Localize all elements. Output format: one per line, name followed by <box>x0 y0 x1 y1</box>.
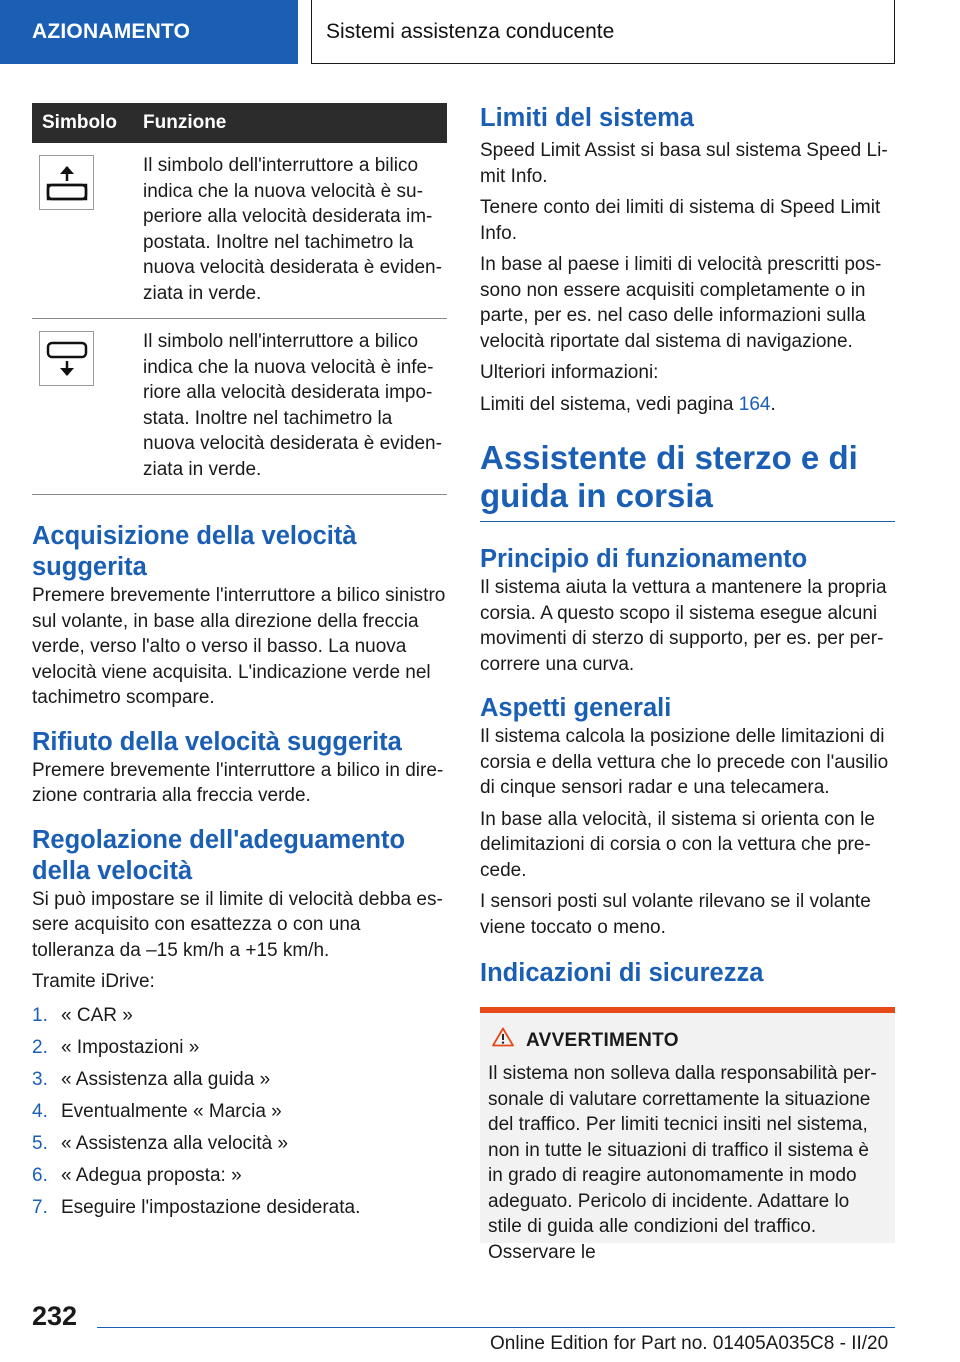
paragraph-idrive: Tramite iDrive: <box>32 971 155 992</box>
paragraph-general-1: Il sistema calcola la posizione delle limitazioni di corsia e della vettura che lo precede con l'ausilio di cinque sensori radar e una telecamera. <box>480 726 889 798</box>
list-item: 7. Eseguire l'impostazione desiderata. <box>32 1196 361 1218</box>
list-item: 1. « CAR » <box>32 1004 133 1026</box>
chapter-title: Sistemi assistenza conducente <box>311 0 895 64</box>
page-link[interactable]: 164 <box>738 393 771 415</box>
footer-divider <box>97 1327 895 1328</box>
warning-text: Il sistema non solleva dalla responsabilità personale di valutare correttamente la situazione del traffico. Per limiti tecnici insiti nel sistema, non in tutte le situazioni di traffico il sistema è in grado di reagire autonomamente in modo adeguato. Pericolo di incidente. Adattare lo stile di guida alle condizioni del traffico. Osservare le <box>488 1063 877 1263</box>
page-number: 232 <box>32 1301 78 1331</box>
paragraph-limits-4: Ulteriori informazioni: <box>480 362 659 383</box>
main-heading-block <box>480 439 895 522</box>
table-row <box>32 319 447 495</box>
symbol-table <box>32 103 447 495</box>
heading-adjust: Regolazione dell'adeguamento della velocità <box>32 825 406 885</box>
heading-main: Assistente di sterzo e di guida in corsia <box>480 439 858 514</box>
right-column <box>480 103 895 1263</box>
warning-box <box>480 1007 895 1263</box>
heading-safety: Indicazioni di sicurezza <box>480 959 764 987</box>
heading-general: Aspetti generali <box>480 694 672 722</box>
paragraph-reject: Premere brevemente l'interruttore a bilico in direzione contraria alla freccia verde. <box>32 759 444 806</box>
list-item: 5. « Assistenza alla velocità » <box>32 1132 289 1154</box>
rocker-switch-up-icon <box>39 155 94 210</box>
row-description: Il simbolo dell'interruttore a bilico indica che la nuova velocità è superiore alla velocità desiderata impostata. Inoltre nel tachimetro la nuova velocità desiderata è evidenziata in verde. <box>140 143 447 319</box>
heading-reject: Rifiuto della velocità suggerita <box>32 727 402 756</box>
paragraph-general-2: In base alla velocità, il sistema si orienta con le delimitazioni di corsia o con la vettura che precede. <box>480 808 875 881</box>
section-title: AZIONAMENTO <box>0 0 298 64</box>
warning-triangle-icon <box>492 1027 514 1055</box>
paragraph-limits-1: Speed Limit Assist si basa sul sistema Speed Limit Info. <box>480 140 888 187</box>
row-description: Il simbolo nell'interruttore a bilico indica che la nuova velocità è inferiore alla velocità desiderata impostata. Inoltre nel tachimetro la nuova velocità desiderata è evidenziata in verde. <box>140 319 447 495</box>
list-item: 4. Eventualmente « Marcia » <box>32 1100 282 1122</box>
paragraph-limits-2: Tenere conto dei limiti di sistema di Speed Limit Info. <box>480 197 881 244</box>
list-item: 6. « Adegua proposta: » <box>32 1164 242 1186</box>
paragraph-limits-3: In base al paese i limiti di velocità prescritti possono non essere acquisiti completamente o in parte, per es. nel caso delle informazioni sulla velocità riportate dal sistema di navigazione. <box>480 254 882 352</box>
paragraph-principle: Il sistema aiuta la vettura a mantenere la propria corsia. A questo scopo il sistema esegue alcuni movimenti di sterzo di supporto, per es. per percorrere una curva. <box>480 577 887 675</box>
rocker-switch-down-icon <box>39 331 94 386</box>
table-header-symbol: Simbolo <box>32 103 140 143</box>
paragraph-general-3: I sensori posti sul volante rilevano se il volante viene toccato o meno. <box>480 891 871 938</box>
paragraph-adjust: Si può impostare se il limite di velocità debba essere acquisito con esattezza o con una tolleranza da –15 km/h a +15 km/h. <box>32 888 443 961</box>
heading-acquire: Acquisizione della velocità suggerita <box>32 522 357 581</box>
table-header-function: Funzione <box>140 103 447 143</box>
warning-title: AVVERTIMENTO <box>526 1030 679 1051</box>
steps-list <box>32 1003 447 1221</box>
footer-edition: Online Edition for Part no. 01405A035C8 - II/20 <box>490 1333 889 1354</box>
list-item: 2. « Impostazioni » <box>32 1036 200 1058</box>
paragraph-limits-5: Limiti del sistema, vedi pagina 164. <box>480 393 776 415</box>
paragraph-acquire: Premere brevemente l'interruttore a bilico sinistro sul volante, in base alla direzione della freccia verde, verso l'alto o verso il basso. La nuova velocità viene acquisita. L'indicazione verde nel tachimetro scompare. <box>32 585 446 708</box>
list-item: 3. « Assistenza alla guida » <box>32 1068 271 1090</box>
left-column <box>32 103 447 1227</box>
table-row <box>32 143 447 319</box>
heading-principle: Principio di funzionamento <box>480 545 808 573</box>
heading-limits: Limiti del sistema <box>480 104 694 132</box>
